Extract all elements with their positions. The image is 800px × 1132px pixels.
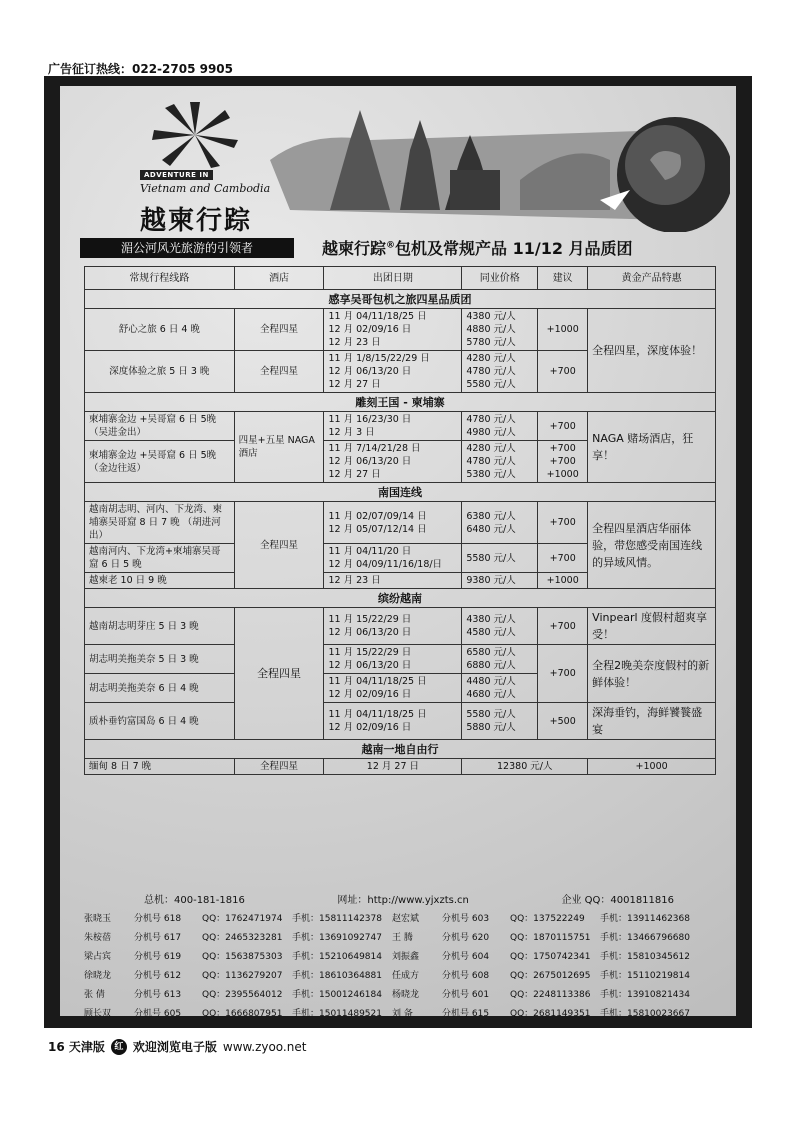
route: 柬埔寨金边 +吴哥窟 6 日 5晚（金边往返） [85, 441, 235, 483]
prices [462, 351, 538, 393]
table-row [85, 608, 716, 645]
contact-field: 手机：15210649814 [292, 952, 382, 962]
suggest: +1000 [538, 309, 588, 351]
contact-field: QQ：2465323281 [202, 933, 283, 943]
date: 12 月 06/13/20 日 [328, 627, 412, 638]
contact-row [84, 967, 724, 986]
date: 11 月 15/22/29 日 [328, 647, 412, 658]
suggest: +1000 [538, 573, 588, 589]
contact-field: 分机号 618 [134, 914, 182, 924]
date: 11 月 04/11/18/25 日 [328, 709, 427, 720]
route: 缅甸 8 日 7 晚 [85, 759, 235, 775]
contact-row [84, 1005, 724, 1024]
dates [324, 674, 462, 703]
suggest-value: +700 [549, 443, 576, 454]
price: 4380 元/人 [466, 311, 516, 322]
slogan-bar: 湄公河风光旅游的引领者 [80, 238, 294, 258]
contact-field: 分机号 615 [442, 1009, 490, 1019]
date: 11 月 15/22/29 日 [328, 614, 412, 625]
date: 12 月 3 日 [328, 427, 375, 438]
contact-field: 手机：13911462368 [600, 914, 690, 924]
red-badge-icon: 红 [111, 1039, 127, 1055]
feature: 全程四星，深度体验！ [588, 309, 716, 393]
date: 12 月 27 日 [324, 759, 462, 775]
headline-text: 包机及常规产品 11/12 月品质团 [395, 239, 633, 258]
table-row [85, 412, 716, 441]
section-title: 越南一地自由行 [85, 740, 716, 759]
price: 4680 元/人 [466, 689, 516, 700]
table-row [85, 309, 716, 351]
price: 4780 元/人 [466, 456, 516, 467]
contact-field: 朱桉蓓 [84, 933, 112, 943]
date: 12 月 04/09/11/16/18/日 [328, 559, 443, 570]
route: 越南河内、下龙湾+柬埔寨吴哥窟 6 日 5 晚 [85, 544, 235, 573]
contact-field: 手机：15810345612 [600, 952, 690, 962]
contact-field: 顾长双 [84, 1009, 112, 1019]
contact-field: QQ：1666807951 [202, 1009, 283, 1019]
date: 12 月 05/07/12/14 日 [328, 523, 427, 535]
feature: 全程四星酒店华丽体验，带您感受南国连线的异域风情。 [588, 502, 716, 589]
header-route: 常规行程线路 [85, 267, 235, 290]
contact-field: QQ：2248113386 [510, 990, 591, 1000]
contact-field: QQ：1750742341 [510, 952, 591, 962]
dates [324, 441, 462, 483]
table-row [85, 645, 716, 674]
headline [322, 236, 633, 259]
contact-field: 手机：13691092747 [292, 933, 382, 943]
contact-row [84, 929, 724, 948]
section-title: 雕刻王国 - 柬埔寨 [85, 393, 716, 412]
price: 6580 元/人 [466, 647, 516, 658]
date: 12 月 06/13/20 日 [328, 366, 412, 377]
prices [462, 674, 538, 703]
header-feature: 黄金产品特惠 [588, 267, 716, 290]
logo-chinese-name: 越柬行踪 [140, 206, 253, 236]
hotel: 全程四星 [234, 309, 324, 351]
table-header [85, 267, 716, 290]
price: 4280 元/人 [466, 353, 516, 364]
contact-field: QQ：1563875303 [202, 952, 283, 962]
prices [462, 608, 538, 645]
contact-field: 梁占宾 [84, 952, 112, 962]
header-hotel: 酒店 [234, 267, 324, 290]
footer-url[interactable]: www.zyoo.net [222, 1039, 307, 1054]
contact-field: 分机号 605 [134, 1009, 182, 1019]
ad-inner [60, 86, 736, 1019]
date: 11 月 7/14/21/28 日 [328, 443, 421, 454]
company-qq: 企业 QQ：4001811816 [561, 895, 674, 906]
contact-field: QQ：137522249 [510, 914, 585, 924]
feature: 全程2晚美奈度假村的新鲜体验！ [588, 645, 716, 703]
contact-field: QQ：1136279207 [202, 971, 283, 981]
contact-row [84, 986, 724, 1005]
dates [324, 544, 462, 573]
prices [462, 309, 538, 351]
contact-field: 任成方 [392, 971, 420, 981]
contact-field: 手机：15110219814 [600, 971, 690, 981]
date: 12 月 06/13/20 日 [328, 660, 412, 671]
price: 6880 元/人 [466, 660, 516, 671]
hotel: 四星+五星 NAGA 酒店 [234, 412, 324, 483]
contact-field: 张晓玉 [84, 914, 112, 924]
price: 4280 元/人 [466, 443, 516, 454]
logo-tagline: ADVENTURE IN [140, 170, 213, 180]
logo-subtitle: Vietnam and Cambodia [140, 182, 271, 195]
contact-main [84, 891, 724, 910]
header-price: 同业价格 [462, 267, 538, 290]
date: 11 月 02/07/09/14 日 [328, 510, 427, 522]
flower-logo-icon [150, 100, 240, 170]
suggest: +700 [538, 351, 588, 393]
date: 11 月 04/11/18/25 日 [328, 676, 427, 687]
contact-field: QQ：2681149351 [510, 1009, 591, 1019]
dates [324, 703, 462, 740]
table-row [85, 759, 716, 775]
price: 5580 元/人 [466, 379, 516, 390]
contact-field: 手机：13466796680 [600, 933, 690, 943]
hotel: 全程四星 [234, 608, 324, 740]
contact-field: QQ：1870115751 [510, 933, 591, 943]
dates [324, 608, 462, 645]
date: 12 月 27 日 [328, 379, 381, 390]
suggest: +700 [538, 608, 588, 645]
suggest: +700 [538, 645, 588, 703]
contact-field: 分机号 608 [442, 971, 490, 981]
price: 4780 元/人 [466, 414, 516, 425]
contact-row [84, 910, 724, 929]
header-date: 出团日期 [324, 267, 462, 290]
contact-field: 刘 备 [392, 1009, 413, 1019]
route: 舒心之旅 6 日 4 晚 [85, 309, 235, 351]
contact-field: 分机号 601 [442, 990, 490, 1000]
route: 质朴垂钓富国岛 6 日 4 晚 [85, 703, 235, 740]
hotel: 全程四星 [234, 502, 324, 589]
suggest [538, 441, 588, 483]
hotel: 全程四星 [234, 759, 324, 775]
price: 4480 元/人 [466, 676, 516, 687]
feature: 深海垂钓，海鲜饕餮盛宴 [588, 703, 716, 740]
contact-field: 手机：18610364881 [292, 971, 382, 981]
suggest: +500 [538, 703, 588, 740]
contact-field: 手机：15001246184 [292, 990, 382, 1000]
contact-field: 分机号 604 [442, 952, 490, 962]
date: 11 月 1/8/15/22/29 日 [328, 353, 430, 364]
route: 深度体验之旅 5 日 3 晚 [85, 351, 235, 393]
contact-field: 分机号 603 [442, 914, 490, 924]
prices [462, 703, 538, 740]
date: 12 月 23 日 [328, 337, 381, 348]
dates [324, 502, 462, 544]
contact-field: 分机号 613 [134, 990, 182, 1000]
website-link[interactable]: 网址：http://www.yjxzts.cn [337, 895, 469, 906]
price: 5580 元/人 [466, 709, 516, 720]
contact-row [84, 948, 724, 967]
schedule-table [84, 266, 716, 775]
price: 4780 元/人 [466, 366, 516, 377]
contact-field: 手机：15810023667 [600, 1009, 690, 1019]
date: 11 月 04/11/18/25 日 [328, 311, 427, 322]
price: 5880 元/人 [466, 722, 516, 733]
dates [324, 351, 462, 393]
suggest: +700 [538, 502, 588, 544]
footer-text: 欢迎浏览电子版 [132, 1040, 217, 1054]
table-row [85, 502, 716, 544]
price: 12380 元/人 [462, 759, 588, 775]
contact-field: 手机：15011489521 [292, 1009, 382, 1019]
section-title: 南国连线 [85, 483, 716, 502]
contact-field: 杨晓龙 [392, 990, 420, 1000]
price: 4880 元/人 [466, 324, 516, 335]
prices [462, 502, 538, 544]
date: 12 月 02/09/16 日 [328, 689, 412, 700]
suggest-value: +1000 [546, 469, 579, 480]
route: 胡志明美拖美奈 6 日 4 晚 [85, 674, 235, 703]
contact-field: 分机号 619 [134, 952, 182, 962]
price: 4980 元/人 [466, 427, 516, 438]
route: 胡志明美拖美奈 5 日 3 晚 [85, 645, 235, 674]
ad-hotline: 广告征订热线：022-2705 9905 [48, 62, 234, 76]
contact-field: 分机号 620 [442, 933, 490, 943]
date: 12 月 06/13/20 日 [328, 456, 412, 467]
brand-logo [140, 100, 280, 250]
feature: NAGA 赌场酒店，狂享！ [588, 412, 716, 483]
headline-brand: 越柬行踪 [322, 239, 387, 258]
registered-mark: ® [386, 240, 396, 251]
page-footer [48, 1038, 306, 1055]
route: 越南胡志明、河内、下龙湾、柬埔寨吴哥窟 8 日 7 晚 （胡进河出） [85, 502, 235, 544]
dates [324, 645, 462, 674]
contact-field: 王 腾 [392, 933, 413, 943]
suggest: +1000 [588, 759, 716, 775]
contact-field: 分机号 612 [134, 971, 182, 981]
price: 9380 元/人 [462, 573, 538, 589]
price: 5380 元/人 [466, 469, 516, 480]
price: 4580 元/人 [466, 627, 516, 638]
contact-field: QQ：1762471974 [202, 914, 283, 924]
date: 11 月 16/23/30 日 [328, 414, 412, 425]
contact-field: 徐晓龙 [84, 971, 112, 981]
header-suggest: 建议 [538, 267, 588, 290]
prices [462, 412, 538, 441]
route: 柬埔寨金边 +吴哥窟 6 日 5晚（吴进金出） [85, 412, 235, 441]
price: 5580 元/人 [462, 544, 538, 573]
contact-field: 分机号 617 [134, 933, 182, 943]
contact-field: QQ：2395564012 [202, 990, 283, 1000]
date: 12 月 27 日 [328, 469, 381, 480]
banner-image [270, 100, 730, 232]
contact-block [84, 891, 724, 1024]
section-title: 感享吴哥包机之旅四星品质团 [85, 290, 716, 309]
hotel: 全程四星 [234, 351, 324, 393]
contact-field: 手机：13910821434 [600, 990, 690, 1000]
prices [462, 441, 538, 483]
date: 12 月 23 日 [324, 573, 462, 589]
prices [462, 645, 538, 674]
route: 越柬老 10 日 9 晚 [85, 573, 235, 589]
contact-field: 赵宏斌 [392, 914, 420, 924]
feature: Vinpearl 度假村超爽享受！ [588, 608, 716, 645]
suggest: +700 [538, 544, 588, 573]
ad-frame [44, 76, 752, 1028]
page-number: 16 天津版 [48, 1040, 105, 1054]
route: 越南胡志明芽庄 5 日 3 晚 [85, 608, 235, 645]
price: 4380 元/人 [466, 614, 516, 625]
date: 12 月 02/09/16 日 [328, 722, 412, 733]
contact-list [84, 910, 724, 1024]
contact-field: 张 倩 [84, 990, 105, 1000]
dates [324, 412, 462, 441]
date: 11 月 04/11/20 日 [328, 546, 412, 557]
date: 12 月 02/09/16 日 [328, 324, 412, 335]
table-row [85, 703, 716, 740]
contact-field: QQ：2675012695 [510, 971, 591, 981]
price: 5780 元/人 [466, 337, 516, 348]
suggest: +700 [538, 412, 588, 441]
dates [324, 309, 462, 351]
hotline-number: 总机：400-181-1816 [144, 895, 245, 906]
price: 6480 元/人 [466, 523, 516, 535]
contact-field: 手机：15811142378 [292, 914, 382, 924]
suggest-value: +700 [549, 456, 576, 467]
price: 6380 元/人 [466, 510, 516, 522]
section-title: 缤纷越南 [85, 589, 716, 608]
contact-field: 刘振鑫 [392, 952, 420, 962]
